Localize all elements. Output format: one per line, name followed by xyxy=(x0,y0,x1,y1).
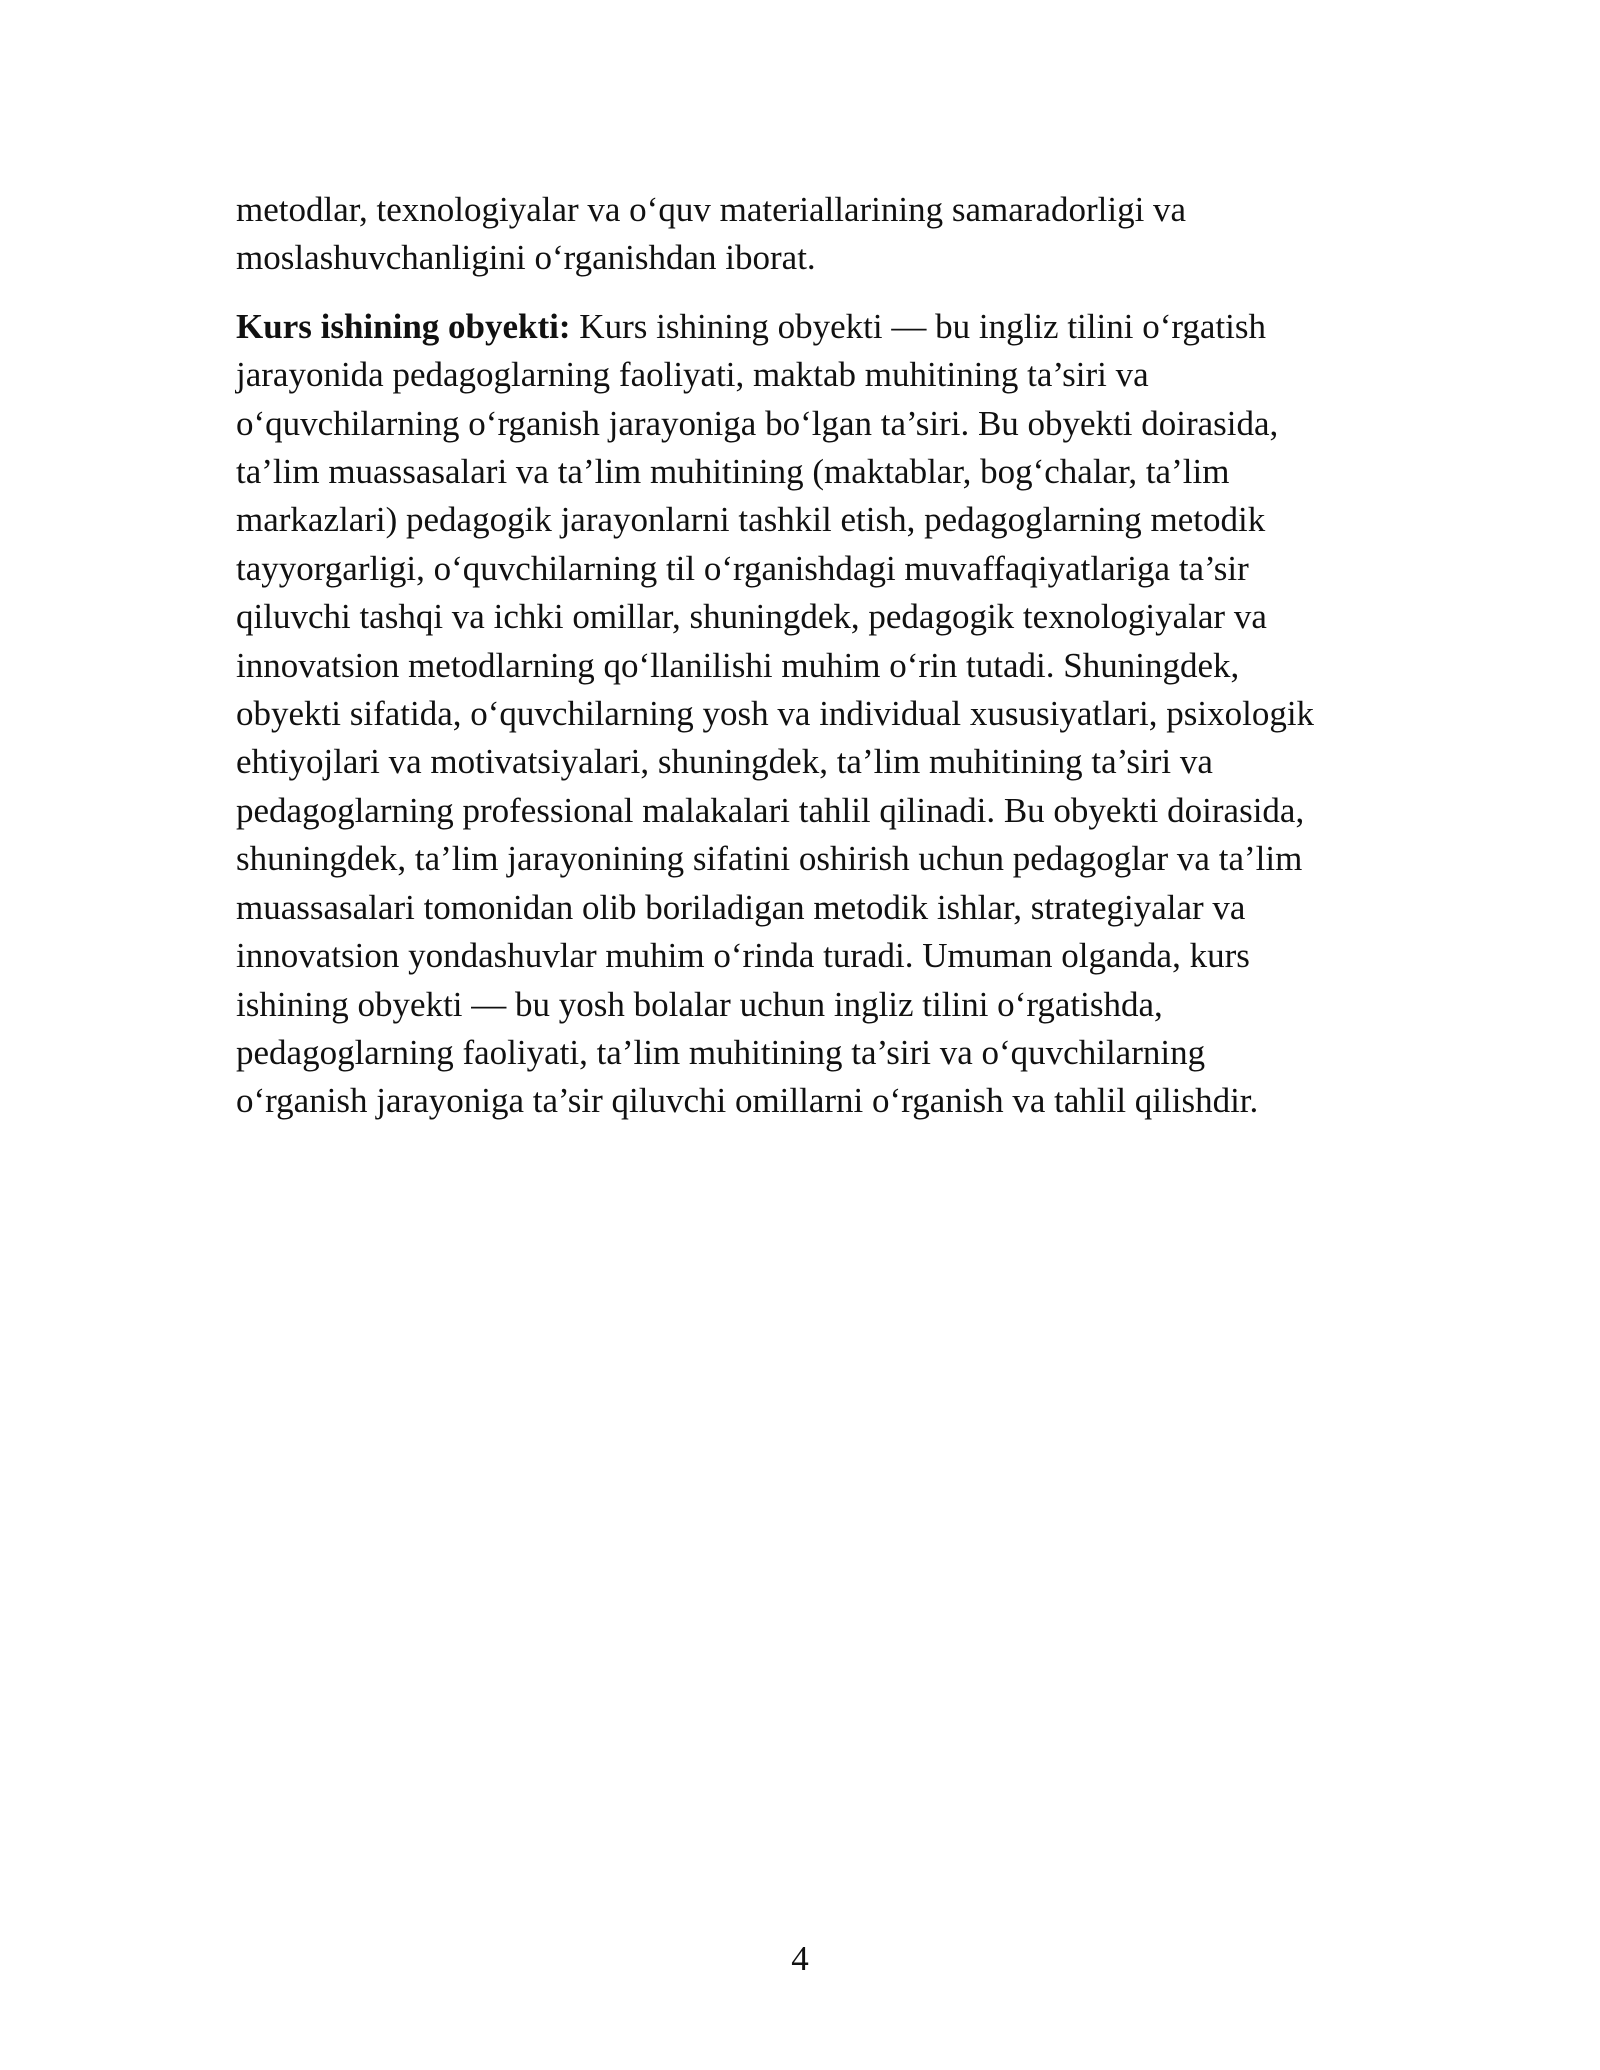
body-text xyxy=(236,186,1376,1126)
text-line: ta’lim muassasalari va ta’lim muhitining (maktablar, bog‘chalar, ta’lim xyxy=(236,452,1230,492)
text-line: pedagoglarning faoliyati, ta’lim muhitining ta’siri va o‘quvchilarning xyxy=(236,1032,1206,1072)
text-line: ehtiyojlari va motivatsiyalari, shuningdek, ta’lim muhitining ta’siri va xyxy=(236,742,1213,782)
text-line: markazlari) pedagogik jarayonlarni tashkil etish, pedagoglarning metodik xyxy=(236,500,1266,540)
paragraph-2 xyxy=(236,303,1376,1126)
text-line: moslashuvchanligini o‘rganishdan iborat. xyxy=(236,238,816,278)
text-line: shuningdek, ta’lim jarayonining sifatini oshirish uchun pedagoglar va ta’lim xyxy=(236,839,1303,879)
text-line: o‘rganish jarayoniga ta’sir qiluvchi omillarni o‘rganish va tahlil qilishdir. xyxy=(236,1081,1259,1121)
text-line: innovatsion yondashuvlar muhim o‘rinda turadi. Umuman olganda, kurs xyxy=(236,936,1250,976)
text-line: pedagoglarning professional malakalari tahlil qilinadi. Bu obyekti doirasida, xyxy=(236,790,1305,830)
text-line: o‘quvchilarning o‘rganish jarayoniga bo‘lgan ta’siri. Bu obyekti doirasida, xyxy=(236,403,1279,443)
text-line: obyekti sifatida, o‘quvchilarning yosh va individual xususiyatlari, psixologik xyxy=(236,694,1315,734)
text-line: qiluvchi tashqi va ichki omillar, shuningdek, pedagogik texnologiyalar va xyxy=(236,597,1267,637)
text-line: jarayonida pedagoglarning faoliyati, maktab muhitining ta’siri va xyxy=(236,355,1149,395)
text-line xyxy=(236,303,1376,351)
text-line: metodlar, texnologiyalar va o‘quv materiallarining samaradorligi va xyxy=(236,190,1187,229)
text-line: innovatsion metodlarning qo‘llanilishi muhim o‘rin tutadi. Shuningdek, xyxy=(236,645,1240,685)
text-run: Kurs ishining obyekti — bu ingliz tilini o‘rgatish xyxy=(570,306,1266,346)
text-line: muassasalari tomonidan olib boriladigan metodik ishlar, strategiyalar va xyxy=(236,887,1246,927)
text-line: ishining obyekti — bu yosh bolalar uchun ingliz tilini o‘rgatishda, xyxy=(236,984,1163,1024)
text-line: tayyorgarligi, o‘quvchilarning til o‘rganishdagi muvaffaqiyatlariga ta’sir xyxy=(236,548,1249,588)
page-number: 4 xyxy=(791,1939,809,1978)
section-label: Kurs ishining obyekti: xyxy=(236,306,571,346)
paragraph-1 xyxy=(236,186,1376,283)
